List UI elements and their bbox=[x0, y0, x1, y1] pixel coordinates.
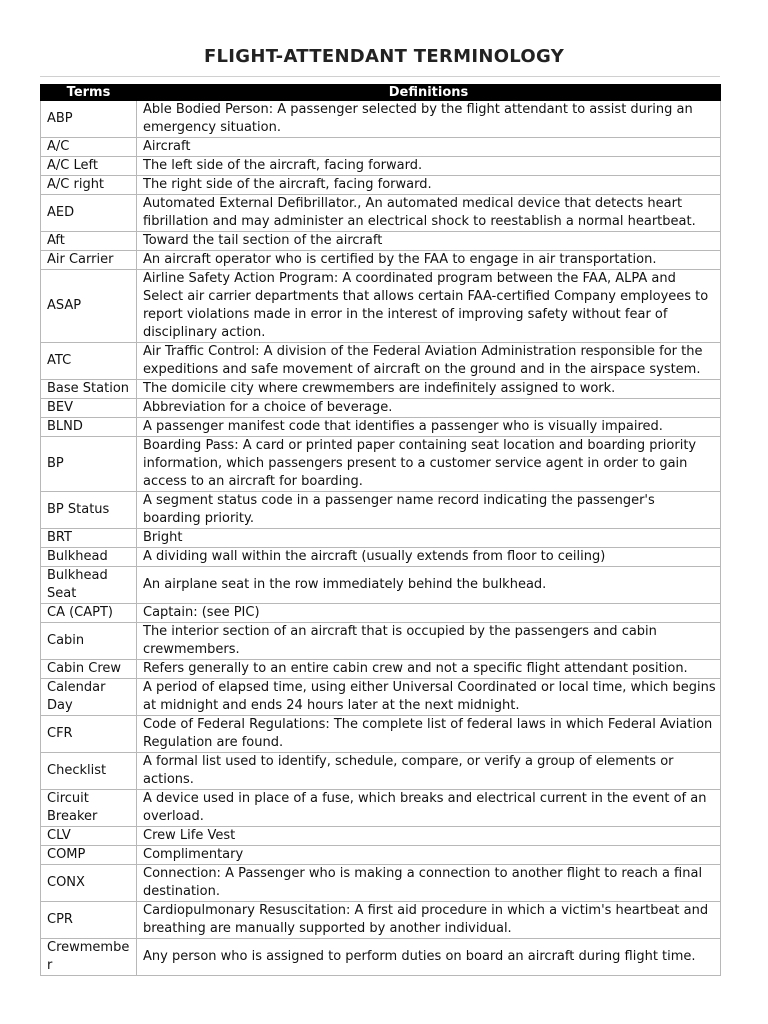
definition-cell: Captain: (see PIC) bbox=[137, 604, 721, 623]
term-cell: ASAP bbox=[41, 270, 137, 343]
table-row bbox=[41, 138, 721, 157]
definition-cell: Airline Safety Action Program: A coordinated program between the FAA, ALPA and Select air carrier departments that allows certain FAA-certified Company employees to report violations made in error in the interest of improving safety without fear of disciplinary action. bbox=[137, 270, 721, 343]
definition-cell: Code of Federal Regulations: The complete list of federal laws in which Federal Aviation Regulation are found. bbox=[137, 716, 721, 753]
table-row bbox=[41, 567, 721, 604]
term-cell: CA (CAPT) bbox=[41, 604, 137, 623]
table-row bbox=[41, 660, 721, 679]
definition-cell: Boarding Pass: A card or printed paper containing seat location and boarding priority information, which passengers present to a customer service agent in order to gain access to an aircraft for boarding. bbox=[137, 437, 721, 492]
definition-cell: An airplane seat in the row immediately behind the bulkhead. bbox=[137, 567, 721, 604]
table-row bbox=[41, 902, 721, 939]
table-row bbox=[41, 437, 721, 492]
table-row bbox=[41, 251, 721, 270]
table-row bbox=[41, 176, 721, 195]
definition-cell: A segment status code in a passenger name record indicating the passenger's boarding priority. bbox=[137, 492, 721, 529]
definition-cell: The right side of the aircraft, facing forward. bbox=[137, 176, 721, 195]
term-cell: Base Station bbox=[41, 380, 137, 399]
table-row bbox=[41, 548, 721, 567]
term-cell: Calendar Day bbox=[41, 679, 137, 716]
table-row bbox=[41, 232, 721, 251]
table-row bbox=[41, 827, 721, 846]
terminology-table bbox=[40, 84, 721, 976]
table-row bbox=[41, 716, 721, 753]
definition-cell: Cardiopulmonary Resuscitation: A first aid procedure in which a victim's heartbeat and breathing are manually supported by another individual. bbox=[137, 902, 721, 939]
term-cell: Aft bbox=[41, 232, 137, 251]
page-title: FLIGHT-ATTENDANT TERMINOLOGY bbox=[203, 46, 565, 67]
table-row bbox=[41, 939, 721, 976]
term-cell: BLND bbox=[41, 418, 137, 437]
definition-cell: Bright bbox=[137, 529, 721, 548]
definition-cell: The interior section of an aircraft that is occupied by the passengers and cabin crewmembers. bbox=[137, 623, 721, 660]
definition-cell: A formal list used to identify, schedule, compare, or verify a group of elements or actions. bbox=[137, 753, 721, 790]
definition-cell: Refers generally to an entire cabin crew and not a specific flight attendant position. bbox=[137, 660, 721, 679]
table-row bbox=[41, 399, 721, 418]
term-cell: Cabin Crew bbox=[41, 660, 137, 679]
definition-cell: A dividing wall within the aircraft (usually extends from floor to ceiling) bbox=[137, 548, 721, 567]
definition-cell: A period of elapsed time, using either Universal Coordinated or local time, which begins at midnight and ends 24 hours later at the next midnight. bbox=[137, 679, 721, 716]
definition-cell: Any person who is assigned to perform duties on board an aircraft during flight time. bbox=[137, 939, 721, 976]
definition-cell: A passenger manifest code that identifies a passenger who is visually impaired. bbox=[137, 418, 721, 437]
term-cell: BRT bbox=[41, 529, 137, 548]
table-row bbox=[41, 623, 721, 660]
term-cell: Bulkhead bbox=[41, 548, 137, 567]
definition-cell: Aircraft bbox=[137, 138, 721, 157]
definition-cell: Crew Life Vest bbox=[137, 827, 721, 846]
term-cell: A/C Left bbox=[41, 157, 137, 176]
table-row bbox=[41, 604, 721, 623]
table-row bbox=[41, 418, 721, 437]
term-cell: BP bbox=[41, 437, 137, 492]
table-row bbox=[41, 157, 721, 176]
term-cell: CONX bbox=[41, 865, 137, 902]
definition-cell: Abbreviation for a choice of beverage. bbox=[137, 399, 721, 418]
definition-cell: Connection: A Passenger who is making a connection to another flight to reach a final destination. bbox=[137, 865, 721, 902]
definition-cell: Complimentary bbox=[137, 846, 721, 865]
definition-cell: A device used in place of a fuse, which breaks and electrical current in the event of an overload. bbox=[137, 790, 721, 827]
definition-cell: The left side of the aircraft, facing forward. bbox=[137, 157, 721, 176]
title-divider bbox=[40, 76, 720, 77]
term-cell: COMP bbox=[41, 846, 137, 865]
table-row bbox=[41, 679, 721, 716]
definition-cell: Air Traffic Control: A division of the Federal Aviation Administration responsible for the expeditions and safe movement of aircraft on the ground and in the airspace system. bbox=[137, 343, 721, 380]
definitions-column-header: Definitions bbox=[137, 85, 721, 101]
definition-cell: Automated External Defibrillator., An automated medical device that detects heart fibrillation and may administer an electrical shock to reestablish a normal heartbeat. bbox=[137, 195, 721, 232]
term-cell: CPR bbox=[41, 902, 137, 939]
table-row bbox=[41, 865, 721, 902]
term-cell: Crewmember bbox=[41, 939, 137, 976]
term-cell: Checklist bbox=[41, 753, 137, 790]
term-cell: CFR bbox=[41, 716, 137, 753]
table-row bbox=[41, 380, 721, 399]
table-row bbox=[41, 101, 721, 138]
table-row bbox=[41, 195, 721, 232]
term-cell: ATC bbox=[41, 343, 137, 380]
table-header-row bbox=[41, 85, 721, 101]
definition-cell: An aircraft operator who is certified by the FAA to engage in air transportation. bbox=[137, 251, 721, 270]
term-cell: A/C bbox=[41, 138, 137, 157]
term-cell: BEV bbox=[41, 399, 137, 418]
table-row bbox=[41, 846, 721, 865]
term-cell: Bulkhead Seat bbox=[41, 567, 137, 604]
term-cell: ABP bbox=[41, 101, 137, 138]
table-row bbox=[41, 270, 721, 343]
term-cell: Cabin bbox=[41, 623, 137, 660]
terms-column-header: Terms bbox=[41, 85, 137, 101]
term-cell: Circuit Breaker bbox=[41, 790, 137, 827]
term-cell: BP Status bbox=[41, 492, 137, 529]
table-row bbox=[41, 492, 721, 529]
term-cell: CLV bbox=[41, 827, 137, 846]
term-cell: Air Carrier bbox=[41, 251, 137, 270]
term-cell: A/C right bbox=[41, 176, 137, 195]
table-row bbox=[41, 343, 721, 380]
term-cell: AED bbox=[41, 195, 137, 232]
definition-cell: Toward the tail section of the aircraft bbox=[137, 232, 721, 251]
table-row bbox=[41, 529, 721, 548]
table-row bbox=[41, 753, 721, 790]
definition-cell: Able Bodied Person: A passenger selected by the flight attendant to assist during an emergency situation. bbox=[137, 101, 721, 138]
table-row bbox=[41, 790, 721, 827]
definition-cell: The domicile city where crewmembers are indefinitely assigned to work. bbox=[137, 380, 721, 399]
